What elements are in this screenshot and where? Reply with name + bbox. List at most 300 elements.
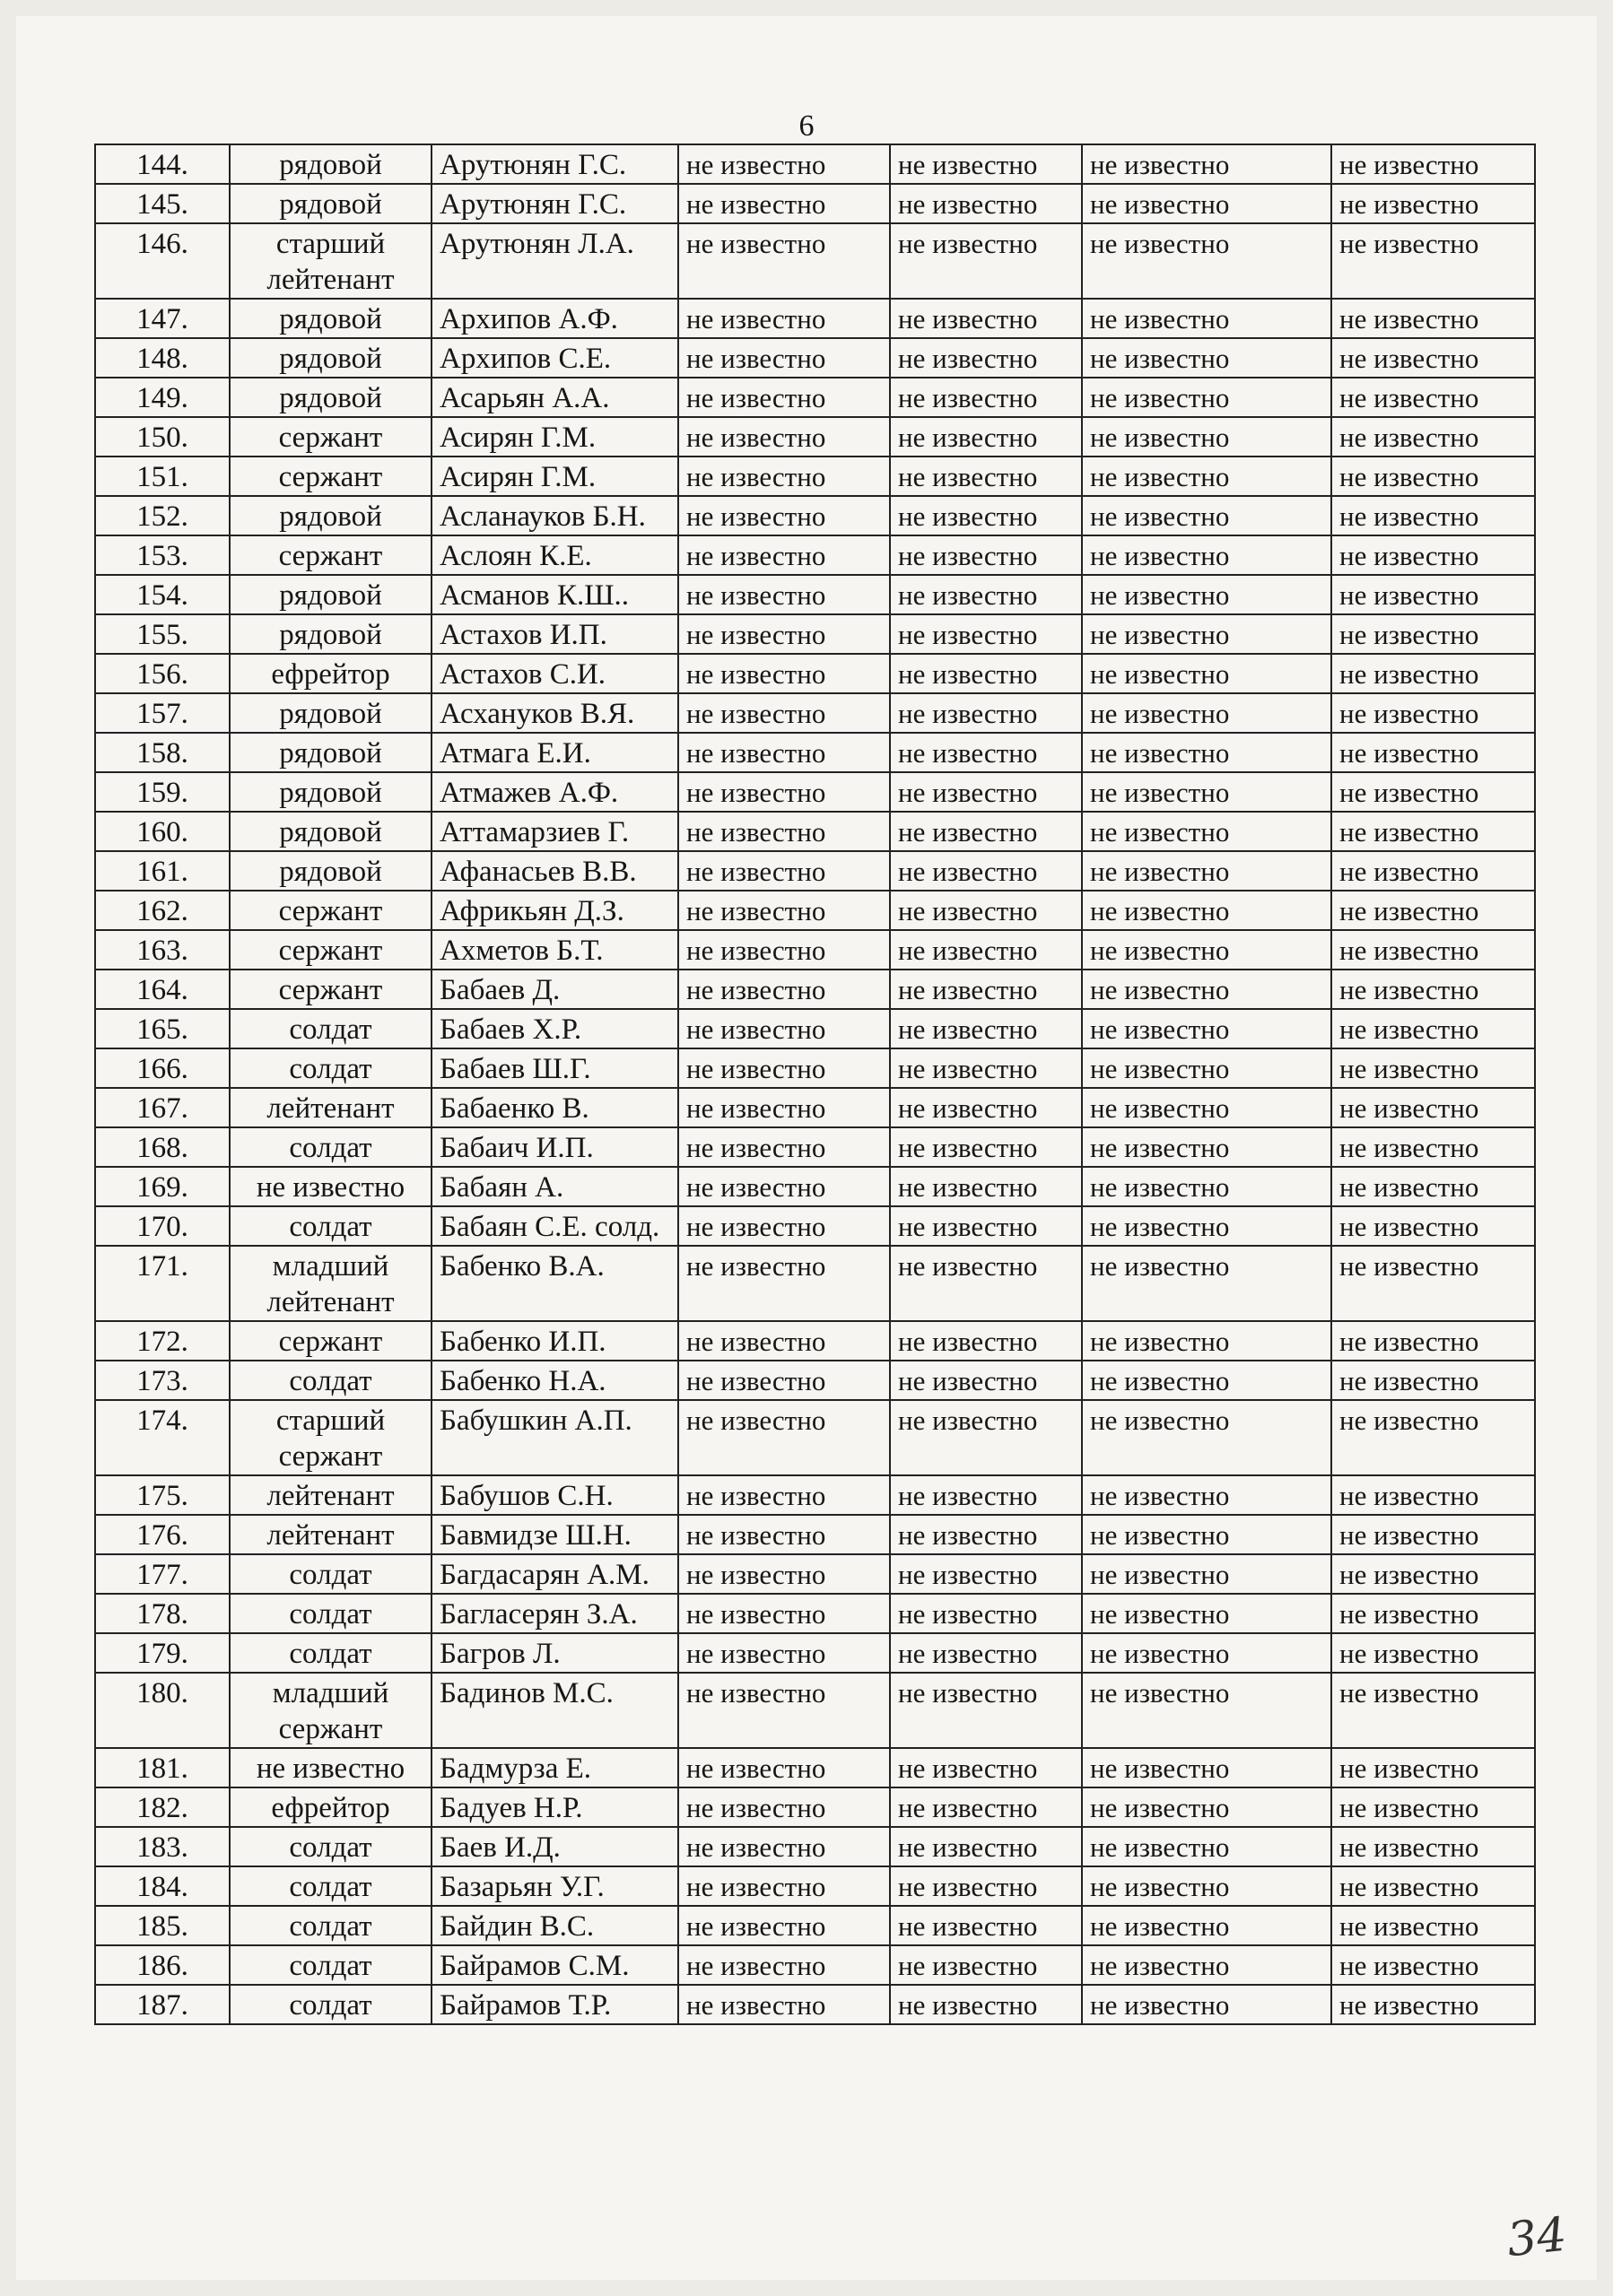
row-number-cell: 185. bbox=[95, 1906, 230, 1945]
rank-cell: рядовой bbox=[230, 575, 432, 614]
rank-cell: солдат bbox=[230, 1906, 432, 1945]
table-row bbox=[95, 1515, 1535, 1554]
info-cell-3: не известно bbox=[1082, 338, 1331, 378]
table-row bbox=[95, 1866, 1535, 1906]
rank-cell: лейтенант bbox=[230, 1515, 432, 1554]
rank-cell: не известно bbox=[230, 1748, 432, 1787]
row-number-cell: 179. bbox=[95, 1633, 230, 1673]
info-cell-1: не известно bbox=[678, 1633, 890, 1673]
row-number-cell: 174. bbox=[95, 1400, 230, 1475]
table-row bbox=[95, 457, 1535, 496]
table-row bbox=[95, 1088, 1535, 1127]
rank-cell: сержант bbox=[230, 970, 432, 1009]
table-row bbox=[95, 1748, 1535, 1787]
person-name-cell: Бабенко В.А. bbox=[432, 1246, 678, 1321]
info-cell-2: не известно bbox=[890, 970, 1082, 1009]
rank-cell: сержант bbox=[230, 930, 432, 970]
row-number-cell: 177. bbox=[95, 1554, 230, 1594]
person-name-cell: Бавмидзе Ш.Н. bbox=[432, 1515, 678, 1554]
info-cell-2: не известно bbox=[890, 575, 1082, 614]
info-cell-1: не известно bbox=[678, 1246, 890, 1321]
row-number-cell: 163. bbox=[95, 930, 230, 970]
rank-cell: старший сержант bbox=[230, 1400, 432, 1475]
person-name-cell: Бабаев Ш.Г. bbox=[432, 1048, 678, 1088]
person-name-cell: Атмага Е.И. bbox=[432, 733, 678, 772]
info-cell-4: не известно bbox=[1331, 970, 1535, 1009]
info-cell-2: не известно bbox=[890, 851, 1082, 891]
rank-cell: рядовой bbox=[230, 733, 432, 772]
info-cell-3: не известно bbox=[1082, 1088, 1331, 1127]
row-number-cell: 162. bbox=[95, 891, 230, 930]
info-cell-4: не известно bbox=[1331, 1985, 1535, 2024]
info-cell-4: не известно bbox=[1331, 654, 1535, 693]
info-cell-4: не известно bbox=[1331, 1009, 1535, 1048]
info-cell-3: не известно bbox=[1082, 575, 1331, 614]
info-cell-1: не известно bbox=[678, 1866, 890, 1906]
person-name-cell: Бабенко И.П. bbox=[432, 1321, 678, 1361]
person-name-cell: Байрамов Т.Р. bbox=[432, 1985, 678, 2024]
info-cell-2: не известно bbox=[890, 496, 1082, 535]
person-name-cell: Багдасарян А.М. bbox=[432, 1554, 678, 1594]
table-row bbox=[95, 1167, 1535, 1206]
info-cell-4: не известно bbox=[1331, 184, 1535, 223]
info-cell-1: не известно bbox=[678, 457, 890, 496]
row-number-cell: 173. bbox=[95, 1361, 230, 1400]
row-number-cell: 176. bbox=[95, 1515, 230, 1554]
info-cell-1: не известно bbox=[678, 1400, 890, 1475]
row-number-cell: 146. bbox=[95, 223, 230, 299]
info-cell-1: не известно bbox=[678, 851, 890, 891]
person-name-cell: Асарьян А.А. bbox=[432, 378, 678, 417]
info-cell-1: не известно bbox=[678, 614, 890, 654]
table-row bbox=[95, 1554, 1535, 1594]
row-number-cell: 170. bbox=[95, 1206, 230, 1246]
info-cell-3: не известно bbox=[1082, 693, 1331, 733]
info-cell-1: не известно bbox=[678, 417, 890, 457]
rank-cell: рядовой bbox=[230, 772, 432, 812]
table-row bbox=[95, 1475, 1535, 1515]
table-row bbox=[95, 1361, 1535, 1400]
row-number-cell: 145. bbox=[95, 184, 230, 223]
info-cell-4: не известно bbox=[1331, 1206, 1535, 1246]
person-name-cell: Бабушкин А.П. bbox=[432, 1400, 678, 1475]
rank-cell: лейтенант bbox=[230, 1475, 432, 1515]
rank-cell: солдат bbox=[230, 1827, 432, 1866]
info-cell-1: не известно bbox=[678, 299, 890, 338]
info-cell-3: не известно bbox=[1082, 1400, 1331, 1475]
info-cell-4: не известно bbox=[1331, 144, 1535, 184]
info-cell-3: не известно bbox=[1082, 299, 1331, 338]
info-cell-1: не известно bbox=[678, 535, 890, 575]
row-number-cell: 159. bbox=[95, 772, 230, 812]
person-name-cell: Афанасьев В.В. bbox=[432, 851, 678, 891]
person-name-cell: Бабаич И.П. bbox=[432, 1127, 678, 1167]
rank-cell: солдат bbox=[230, 1206, 432, 1246]
info-cell-1: не известно bbox=[678, 1827, 890, 1866]
rank-cell: рядовой bbox=[230, 144, 432, 184]
row-number-cell: 152. bbox=[95, 496, 230, 535]
info-cell-4: не известно bbox=[1331, 496, 1535, 535]
row-number-cell: 149. bbox=[95, 378, 230, 417]
row-number-cell: 164. bbox=[95, 970, 230, 1009]
rank-cell: сержант bbox=[230, 457, 432, 496]
person-name-cell: Арутюнян Г.С. bbox=[432, 144, 678, 184]
person-name-cell: Байдин В.С. bbox=[432, 1906, 678, 1945]
info-cell-4: не известно bbox=[1331, 733, 1535, 772]
info-cell-1: не известно bbox=[678, 1088, 890, 1127]
info-cell-2: не известно bbox=[890, 1361, 1082, 1400]
info-cell-2: не известно bbox=[890, 693, 1082, 733]
info-cell-4: не известно bbox=[1331, 1400, 1535, 1475]
info-cell-3: не известно bbox=[1082, 970, 1331, 1009]
info-cell-1: не известно bbox=[678, 1554, 890, 1594]
table-row bbox=[95, 535, 1535, 575]
table-row bbox=[95, 575, 1535, 614]
table-row bbox=[95, 1594, 1535, 1633]
row-number-cell: 178. bbox=[95, 1594, 230, 1633]
info-cell-4: не известно bbox=[1331, 1088, 1535, 1127]
info-cell-1: не известно bbox=[678, 1515, 890, 1554]
table-row bbox=[95, 614, 1535, 654]
info-cell-3: не известно bbox=[1082, 1945, 1331, 1985]
rank-cell: сержант bbox=[230, 417, 432, 457]
rank-cell: ефрейтор bbox=[230, 1787, 432, 1827]
info-cell-4: не известно bbox=[1331, 1127, 1535, 1167]
info-cell-3: не известно bbox=[1082, 417, 1331, 457]
row-number-cell: 166. bbox=[95, 1048, 230, 1088]
rank-cell: солдат bbox=[230, 1985, 432, 2024]
info-cell-1: не известно bbox=[678, 1009, 890, 1048]
person-name-cell: Аттамарзиев Г. bbox=[432, 812, 678, 851]
rank-cell: солдат bbox=[230, 1594, 432, 1633]
table-row bbox=[95, 496, 1535, 535]
info-cell-1: не известно bbox=[678, 496, 890, 535]
rank-cell: солдат bbox=[230, 1945, 432, 1985]
info-cell-1: не известно bbox=[678, 575, 890, 614]
info-cell-3: не известно bbox=[1082, 1594, 1331, 1633]
row-number-cell: 184. bbox=[95, 1866, 230, 1906]
info-cell-2: не известно bbox=[890, 1633, 1082, 1673]
rank-cell: сержант bbox=[230, 891, 432, 930]
info-cell-1: не известно bbox=[678, 891, 890, 930]
rank-cell: лейтенант bbox=[230, 1088, 432, 1127]
person-name-cell: Асирян Г.М. bbox=[432, 417, 678, 457]
row-number-cell: 148. bbox=[95, 338, 230, 378]
info-cell-2: не известно bbox=[890, 891, 1082, 930]
info-cell-4: не известно bbox=[1331, 535, 1535, 575]
info-cell-1: не известно bbox=[678, 1167, 890, 1206]
info-cell-4: не известно bbox=[1331, 772, 1535, 812]
row-number-cell: 172. bbox=[95, 1321, 230, 1361]
person-name-cell: Бадинов М.С. bbox=[432, 1673, 678, 1748]
info-cell-2: не известно bbox=[890, 144, 1082, 184]
info-cell-1: не известно bbox=[678, 733, 890, 772]
row-number-cell: 183. bbox=[95, 1827, 230, 1866]
info-cell-3: не известно bbox=[1082, 1554, 1331, 1594]
info-cell-1: не известно bbox=[678, 1985, 890, 2024]
info-cell-3: не известно bbox=[1082, 184, 1331, 223]
info-cell-3: не известно bbox=[1082, 1827, 1331, 1866]
info-cell-4: не известно bbox=[1331, 1787, 1535, 1827]
info-cell-1: не известно bbox=[678, 772, 890, 812]
row-number-cell: 187. bbox=[95, 1985, 230, 2024]
info-cell-2: не известно bbox=[890, 338, 1082, 378]
table-row bbox=[95, 1673, 1535, 1748]
table-row bbox=[95, 1945, 1535, 1985]
info-cell-4: не известно bbox=[1331, 417, 1535, 457]
info-cell-3: не известно bbox=[1082, 1321, 1331, 1361]
info-cell-2: не известно bbox=[890, 184, 1082, 223]
info-cell-1: не известно bbox=[678, 1594, 890, 1633]
info-cell-4: не известно bbox=[1331, 1748, 1535, 1787]
rank-cell: солдат bbox=[230, 1009, 432, 1048]
person-name-cell: Багласерян З.А. bbox=[432, 1594, 678, 1633]
table-row bbox=[95, 1400, 1535, 1475]
row-number-cell: 182. bbox=[95, 1787, 230, 1827]
person-name-cell: Багров Л. bbox=[432, 1633, 678, 1673]
info-cell-4: не известно bbox=[1331, 575, 1535, 614]
info-cell-4: не известно bbox=[1331, 1167, 1535, 1206]
info-cell-2: не известно bbox=[890, 1866, 1082, 1906]
info-cell-4: не известно bbox=[1331, 1321, 1535, 1361]
table-row bbox=[95, 930, 1535, 970]
info-cell-4: не известно bbox=[1331, 1475, 1535, 1515]
info-cell-1: не известно bbox=[678, 1321, 890, 1361]
person-name-cell: Африкьян Д.З. bbox=[432, 891, 678, 930]
rank-cell: солдат bbox=[230, 1127, 432, 1167]
info-cell-2: не известно bbox=[890, 1167, 1082, 1206]
info-cell-3: не известно bbox=[1082, 1985, 1331, 2024]
person-name-cell: Архипов С.Е. bbox=[432, 338, 678, 378]
table-row bbox=[95, 970, 1535, 1009]
info-cell-2: не известно bbox=[890, 1127, 1082, 1167]
info-cell-3: не известно bbox=[1082, 1515, 1331, 1554]
table-body bbox=[95, 144, 1535, 2024]
info-cell-3: не известно bbox=[1082, 851, 1331, 891]
info-cell-3: не известно bbox=[1082, 1009, 1331, 1048]
info-cell-2: не известно bbox=[890, 1515, 1082, 1554]
info-cell-3: не известно bbox=[1082, 1361, 1331, 1400]
info-cell-2: не известно bbox=[890, 1945, 1082, 1985]
info-cell-3: не известно bbox=[1082, 614, 1331, 654]
info-cell-4: не известно bbox=[1331, 930, 1535, 970]
info-cell-3: не известно bbox=[1082, 930, 1331, 970]
info-cell-2: не известно bbox=[890, 1985, 1082, 2024]
rank-cell: рядовой bbox=[230, 338, 432, 378]
info-cell-4: не известно bbox=[1331, 851, 1535, 891]
rank-cell: рядовой bbox=[230, 184, 432, 223]
info-cell-1: не известно bbox=[678, 223, 890, 299]
records-table bbox=[94, 144, 1536, 2025]
info-cell-3: не известно bbox=[1082, 812, 1331, 851]
person-name-cell: Байрамов С.М. bbox=[432, 1945, 678, 1985]
info-cell-4: не известно bbox=[1331, 1633, 1535, 1673]
info-cell-1: не известно bbox=[678, 693, 890, 733]
info-cell-4: не известно bbox=[1331, 1945, 1535, 1985]
person-name-cell: Астахов И.П. bbox=[432, 614, 678, 654]
info-cell-3: не известно bbox=[1082, 1475, 1331, 1515]
info-cell-2: не известно bbox=[890, 417, 1082, 457]
row-number-cell: 160. bbox=[95, 812, 230, 851]
table-row bbox=[95, 184, 1535, 223]
rank-cell: рядовой bbox=[230, 614, 432, 654]
info-cell-4: не известно bbox=[1331, 1361, 1535, 1400]
info-cell-3: не известно bbox=[1082, 1206, 1331, 1246]
person-name-cell: Ахметов Б.Т. bbox=[432, 930, 678, 970]
rank-cell: солдат bbox=[230, 1048, 432, 1088]
info-cell-4: не известно bbox=[1331, 299, 1535, 338]
person-name-cell: Арутюнян Л.А. bbox=[432, 223, 678, 299]
info-cell-1: не известно bbox=[678, 378, 890, 417]
table-row bbox=[95, 299, 1535, 338]
info-cell-1: не известно bbox=[678, 970, 890, 1009]
info-cell-3: не известно bbox=[1082, 496, 1331, 535]
info-cell-2: не известно bbox=[890, 1321, 1082, 1361]
rank-cell: сержант bbox=[230, 1321, 432, 1361]
row-number-cell: 147. bbox=[95, 299, 230, 338]
row-number-cell: 167. bbox=[95, 1088, 230, 1127]
rank-cell: рядовой bbox=[230, 299, 432, 338]
info-cell-4: не известно bbox=[1331, 1048, 1535, 1088]
rank-cell: рядовой bbox=[230, 812, 432, 851]
info-cell-3: не известно bbox=[1082, 1167, 1331, 1206]
info-cell-3: не известно bbox=[1082, 1787, 1331, 1827]
info-cell-2: не известно bbox=[890, 1246, 1082, 1321]
info-cell-4: не известно bbox=[1331, 338, 1535, 378]
row-number-cell: 165. bbox=[95, 1009, 230, 1048]
table-row bbox=[95, 1906, 1535, 1945]
info-cell-2: не известно bbox=[890, 1787, 1082, 1827]
info-cell-1: не известно bbox=[678, 654, 890, 693]
table-row bbox=[95, 144, 1535, 184]
info-cell-4: не известно bbox=[1331, 891, 1535, 930]
table-row bbox=[95, 1985, 1535, 2024]
info-cell-3: не известно bbox=[1082, 1906, 1331, 1945]
table-row bbox=[95, 1787, 1535, 1827]
row-number-cell: 161. bbox=[95, 851, 230, 891]
info-cell-2: не известно bbox=[890, 378, 1082, 417]
row-number-cell: 150. bbox=[95, 417, 230, 457]
person-name-cell: Бадмурза Е. bbox=[432, 1748, 678, 1787]
info-cell-2: не известно bbox=[890, 733, 1082, 772]
person-name-cell: Бабаенко В. bbox=[432, 1088, 678, 1127]
table-row bbox=[95, 223, 1535, 299]
info-cell-1: не известно bbox=[678, 1206, 890, 1246]
rank-cell: рядовой bbox=[230, 378, 432, 417]
person-name-cell: Бабаев Д. bbox=[432, 970, 678, 1009]
info-cell-2: не известно bbox=[890, 1748, 1082, 1787]
info-cell-2: не известно bbox=[890, 535, 1082, 575]
info-cell-1: не известно bbox=[678, 1361, 890, 1400]
table-row bbox=[95, 1633, 1535, 1673]
info-cell-3: не известно bbox=[1082, 1866, 1331, 1906]
table-row bbox=[95, 851, 1535, 891]
row-number-cell: 151. bbox=[95, 457, 230, 496]
info-cell-2: не известно bbox=[890, 223, 1082, 299]
info-cell-2: не известно bbox=[890, 457, 1082, 496]
info-cell-3: не известно bbox=[1082, 535, 1331, 575]
info-cell-2: не известно bbox=[890, 1475, 1082, 1515]
rank-cell: рядовой bbox=[230, 851, 432, 891]
info-cell-3: не известно bbox=[1082, 1673, 1331, 1748]
person-name-cell: Атмажев А.Ф. bbox=[432, 772, 678, 812]
row-number-cell: 144. bbox=[95, 144, 230, 184]
row-number-cell: 157. bbox=[95, 693, 230, 733]
table-row bbox=[95, 1246, 1535, 1321]
rank-cell: младший лейтенант bbox=[230, 1246, 432, 1321]
rank-cell: рядовой bbox=[230, 693, 432, 733]
row-number-cell: 169. bbox=[95, 1167, 230, 1206]
rank-cell: ефрейтор bbox=[230, 654, 432, 693]
row-number-cell: 168. bbox=[95, 1127, 230, 1167]
rank-cell: рядовой bbox=[230, 496, 432, 535]
rank-cell: младший сержант bbox=[230, 1673, 432, 1748]
info-cell-2: не известно bbox=[890, 1400, 1082, 1475]
info-cell-2: не известно bbox=[890, 299, 1082, 338]
person-name-cell: Асманов К.Ш.. bbox=[432, 575, 678, 614]
info-cell-2: не известно bbox=[890, 1009, 1082, 1048]
row-number-cell: 155. bbox=[95, 614, 230, 654]
rank-cell: солдат bbox=[230, 1361, 432, 1400]
info-cell-1: не известно bbox=[678, 1048, 890, 1088]
info-cell-4: не известно bbox=[1331, 457, 1535, 496]
person-name-cell: Бабаян С.Е. солд. bbox=[432, 1206, 678, 1246]
info-cell-3: не известно bbox=[1082, 733, 1331, 772]
info-cell-3: не известно bbox=[1082, 654, 1331, 693]
info-cell-2: не известно bbox=[890, 614, 1082, 654]
row-number-cell: 180. bbox=[95, 1673, 230, 1748]
rank-cell: солдат bbox=[230, 1866, 432, 1906]
person-name-cell: Бабушов С.Н. bbox=[432, 1475, 678, 1515]
person-name-cell: Базарьян У.Г. bbox=[432, 1866, 678, 1906]
table-row bbox=[95, 417, 1535, 457]
info-cell-4: не известно bbox=[1331, 812, 1535, 851]
rank-cell: сержант bbox=[230, 535, 432, 575]
row-number-cell: 171. bbox=[95, 1246, 230, 1321]
person-name-cell: Архипов А.Ф. bbox=[432, 299, 678, 338]
table-row bbox=[95, 1048, 1535, 1088]
info-cell-4: не известно bbox=[1331, 378, 1535, 417]
info-cell-1: не известно bbox=[678, 1673, 890, 1748]
info-cell-3: не известно bbox=[1082, 1246, 1331, 1321]
info-cell-1: не известно bbox=[678, 1127, 890, 1167]
info-cell-2: не известно bbox=[890, 1906, 1082, 1945]
info-cell-3: не известно bbox=[1082, 1748, 1331, 1787]
info-cell-2: не известно bbox=[890, 1048, 1082, 1088]
info-cell-3: не известно bbox=[1082, 891, 1331, 930]
info-cell-2: не известно bbox=[890, 930, 1082, 970]
info-cell-2: не известно bbox=[890, 654, 1082, 693]
info-cell-1: не известно bbox=[678, 1945, 890, 1985]
info-cell-4: не известно bbox=[1331, 1594, 1535, 1633]
info-cell-1: не известно bbox=[678, 1748, 890, 1787]
info-cell-1: не известно bbox=[678, 1787, 890, 1827]
rank-cell: солдат bbox=[230, 1554, 432, 1594]
table-row bbox=[95, 693, 1535, 733]
table-row bbox=[95, 1009, 1535, 1048]
info-cell-1: не известно bbox=[678, 184, 890, 223]
info-cell-4: не известно bbox=[1331, 1866, 1535, 1906]
info-cell-4: не известно bbox=[1331, 1673, 1535, 1748]
info-cell-2: не известно bbox=[890, 1827, 1082, 1866]
table-row bbox=[95, 772, 1535, 812]
row-number-cell: 158. bbox=[95, 733, 230, 772]
info-cell-2: не известно bbox=[890, 812, 1082, 851]
row-number-cell: 175. bbox=[95, 1475, 230, 1515]
info-cell-1: не известно bbox=[678, 812, 890, 851]
person-name-cell: Асхануков В.Я. bbox=[432, 693, 678, 733]
info-cell-2: не известно bbox=[890, 1594, 1082, 1633]
